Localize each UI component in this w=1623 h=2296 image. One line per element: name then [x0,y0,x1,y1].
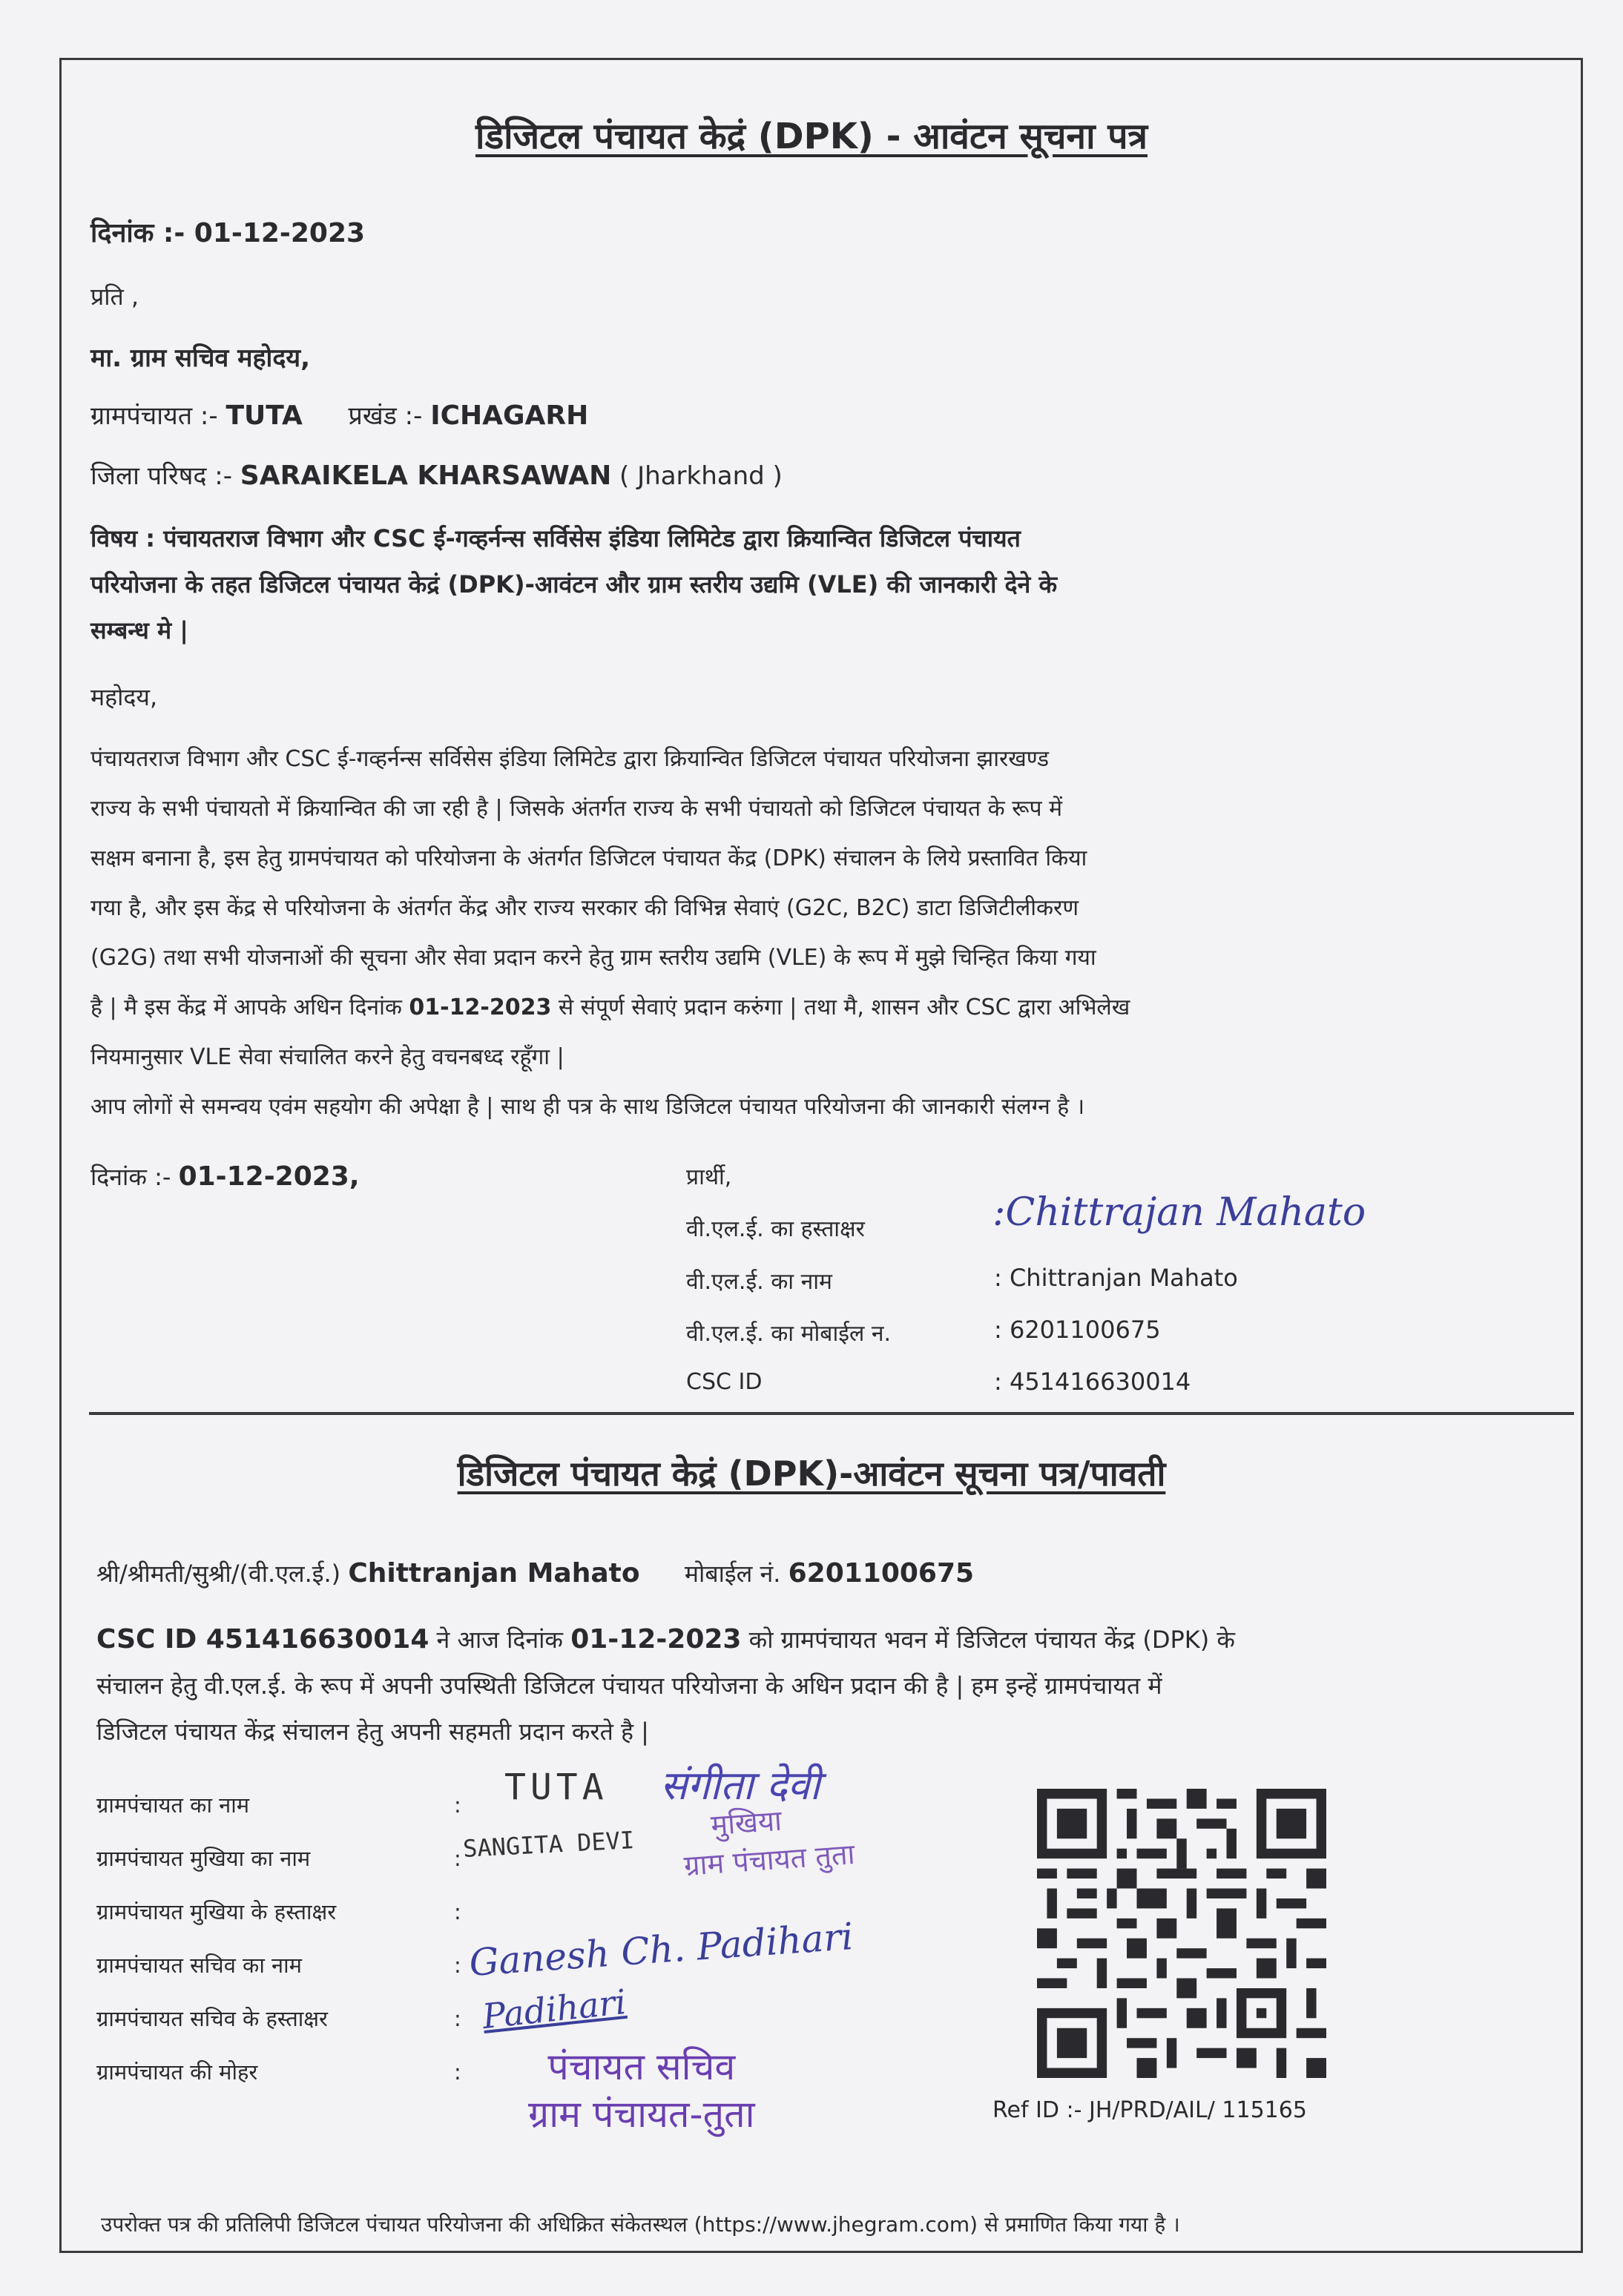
block-value: ICHAGARH [430,400,589,431]
ref-id: Ref ID :- JH/PRD/AIL/ 115165 [992,2097,1307,2123]
field-label: ग्रामपंचायत मुखिया का नाम [96,1846,311,1871]
state-value: ( Jharkhand ) [619,461,783,491]
vle-mobile: : 6201100675 [994,1316,1161,1344]
handwritten-secretary-name: Ganesh Ch. Padihari [467,1914,855,1985]
vle-sign-label: वी.एल.ई. का हस्ताक्षर [686,1216,865,1242]
body-paragraph [90,734,1544,1082]
block-label: प्रखंड :- [348,401,431,431]
date-label: दिनांक :- [90,218,194,248]
mukhiya-signature: संगीता देवी [660,1762,820,1809]
receipt-line: CSC ID 451416630014 ने आज दिनांक 01-12-2023 को ग्रामपंचायत भवन में डिजिटल पंचायत केंद्र (DPK) के [96,1624,1236,1655]
field-colons: : : : : : : [454,1792,461,2085]
addressee: मा. ग्राम सचिव महोदय, [90,343,311,373]
receipt-person-line: श्री/श्रीमती/सुश्री/(वी.एल.ई.) Chittranjan Mahato मोबाईल नं. 6201100675 [96,1558,975,1589]
district-value: SARAIKELA KHARSAWAN [240,461,612,491]
handwritten-mukhiya-name: SANGITA DEVI [462,1825,636,1864]
footer-note: उपरोक्त पत्र की प्रतिलिपी डिजिटल पंचायत परियोजना की अधिक्रित संकेतस्थल (https://www.jhegram.com) से प्रमाणित किया गया है । [101,2212,1180,2237]
subject-line: विषय : पंचायतराज विभाग और CSC ई-गव्हर्नन्स सर्विसेस इंडिया लिमिटेड द्वारा क्रियान्वित डिजिटल पंचायत [90,524,1021,552]
handwritten-gp-name: TUTA [504,1766,608,1808]
subject-line: सम्बन्ध मे | [90,616,188,644]
receipt-title: डिजिटल पंचायत केद्रं (DPK)-आवंटन सूचना पत्र/पावती [457,1454,1166,1494]
body-line: (G2G) तथा सभी योजनाओं की सूचना और सेवा प्रदान करने हेतु ग्राम स्तरीय उद्यमि (VLE) के रूप में मुझे चिन्हित किया गया [90,945,1096,971]
field-label: ग्रामपंचायत सचिव के हस्ताक्षर [96,2006,328,2031]
receipt-line: डिजिटल पंचायत केंद्र संचालन हेतु अपनी सहमती प्रदान करते है | [96,1718,649,1746]
vle-name: : Chittranjan Mahato [994,1264,1238,1292]
date-value: 01-12-2023 [194,218,366,248]
applicant: प्रार्थी, [686,1164,732,1190]
cooperation-line: आप लोगों से समन्वय एवंम सहयोग की अपेक्षा है | साथ ही पत्र के साथ डिजिटल पंचायत परियोजना की जानकारी संलग्न है । [90,1094,1085,1120]
gp-fields [96,1778,336,2099]
prati: प्रति , [90,283,139,311]
section-divider [89,1412,1574,1415]
field-label: ग्रामपंचायत की मोहर [96,2059,258,2085]
field-label: ग्रामपंचायत सचिव का नाम [96,1953,302,1978]
secretary-stamp: पंचायत सचिव ग्राम पंचायत-तुता [528,2045,755,2136]
body-line: गया है, और इस केंद्र से परियोजना के अंतर्गत केंद्र और राज्य सरकार की विभिन्न सेवाएं (G2C, B2C) डाटा डिजिटीलीकरण [90,895,1079,921]
csc-id-label: CSC ID [686,1369,763,1395]
district-line [90,458,783,492]
body-line: सक्षम बनाना है, इस हेतु ग्रामपंचायत को परियोजना के अंतर्गत डिजिटल पंचायत केंद्र (DPK) संचालन के लिये प्रस्तावित किया [90,845,1087,871]
vle-name-label: वी.एल.ई. का नाम [686,1269,832,1295]
salutation: महोदय, [90,683,158,711]
receipt-line: संचालन हेतु वी.एल.ई. के रूप में अपनी उपस्थिती डिजिटल पंचायत परियोजना के अधिन प्रदान की है | हम इन्हें ग्रामपंचायत में [96,1672,1162,1700]
body-line: पंचायतराज विभाग और CSC ई-गव्हर्नन्स सर्विसेस इंडिया लिमिटेड द्वारा क्रियान्वित डिजिटल पंचायत परियोजना झारखण्ड [90,746,1050,772]
district-label: जिला परिषद :- [90,461,240,491]
gp-label: ग्रामपंचायत :- [90,401,226,431]
body-line: नियमानुसार VLE सेवा संचालित करने हेतु वचनबध्द रहूँगा | [90,1044,564,1070]
gp-value: TUTA [225,400,303,431]
vle-mobile-label: वी.एल.ई. का मोबाईल न. [686,1321,892,1347]
vle-signature: :Chittrajan Mahato [992,1190,1366,1235]
csc-id: : 451416630014 [994,1368,1191,1396]
date-line [90,214,365,250]
document-title: डिजिटल पंचायत केद्रं (DPK) - आवंटन सूचना पत्र [475,116,1148,157]
secretary-signature: Padihari [480,1981,628,2037]
mukhiya-stamp: मुखिया ग्राम पंचायत तुता [682,1804,856,1882]
field-label: ग्रामपंचायत मुखिया के हस्ताक्षर [96,1899,337,1924]
subject [90,515,1544,653]
qr-code [1037,1789,1326,2078]
gram-panchayat-line [90,397,588,432]
body-line: राज्य के सभी पंचायतो में क्रियान्वित की जा रही है | जिसके अंतर्गत राज्य के सभी पंचायतो को डिजिटल पंचायत के रूप में [90,796,1063,822]
receipt-paragraph [96,1617,1535,1755]
field-label: ग्रामपंचायत का नाम [96,1792,250,1818]
subject-line: परियोजना के तहत डिजिटल पंचायत केद्रं (DPK)-आवंटन और ग्राम स्तरीय उद्यमि (VLE) की जानकारी देने के [90,570,1058,598]
body-line: है | मै इस केंद्र में आपके अधिन दिनांक 01-12-2023 से संपूर्ण सेवाएं प्रदान करुंगा | तथा मै, शासन और CSC द्वारा अभिलेख [90,994,1130,1020]
date2-line: दिनांक :- 01-12-2023, [90,1161,360,1192]
